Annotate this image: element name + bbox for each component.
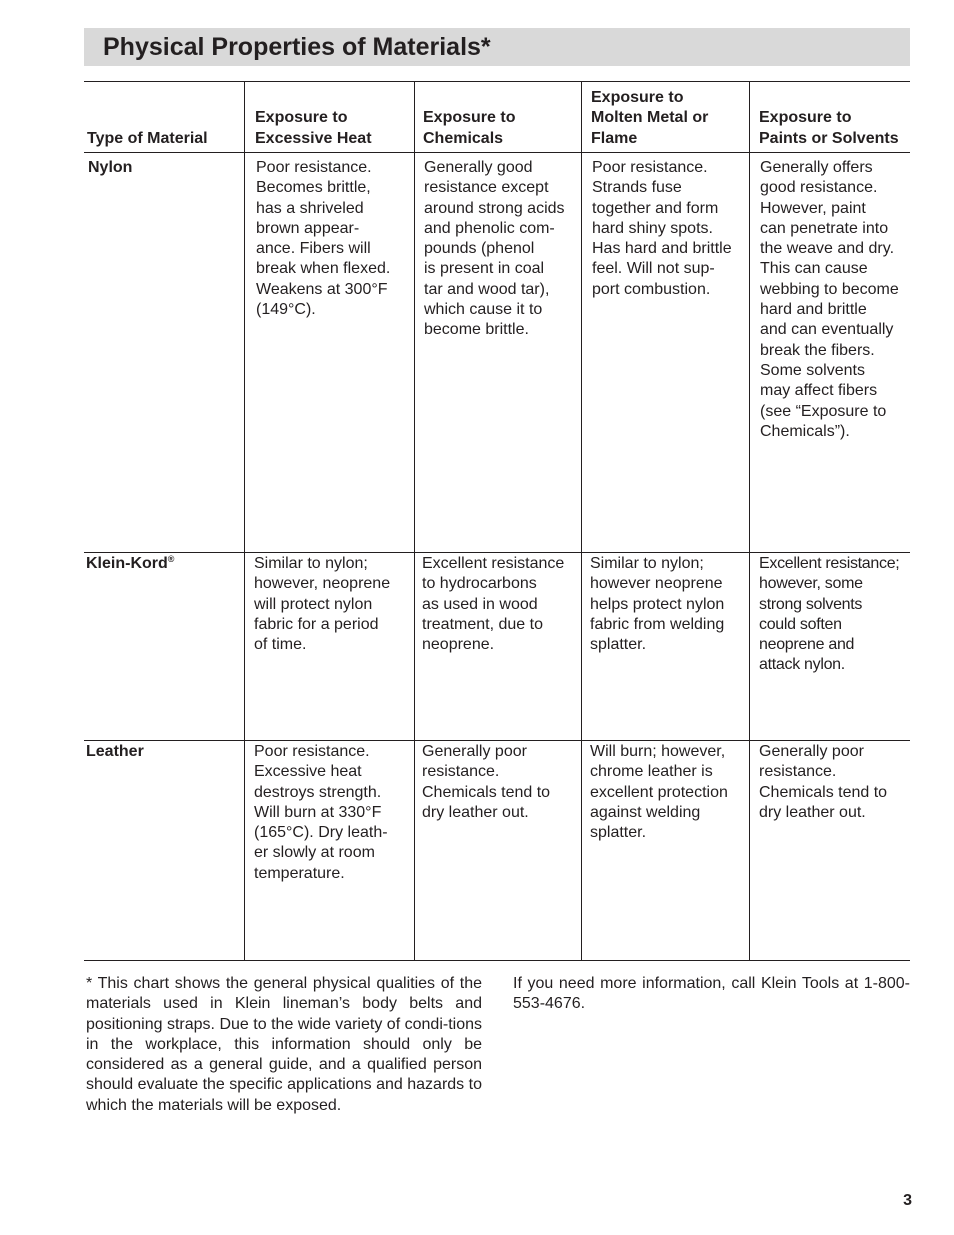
contact-info: If you need more information, call Klein Tools at 1-800-553-4676.: [513, 975, 910, 1013]
table-cell: Excellent resistance; however, some strong solvents could soften neoprene and attack nylon.: [759, 555, 900, 674]
column-divider: [749, 81, 750, 961]
row-divider-kleinkord: [84, 740, 910, 741]
page-number: 3: [903, 1192, 912, 1209]
table-cell: Poor resistance. Strands fuse together and form hard shiny spots. Has hard and brittle feel. Will not sup- port combustion.: [592, 159, 732, 298]
header-cell-type: [87, 86, 242, 149]
row-divider-nylon: [84, 552, 910, 553]
row-label-klein-kord: Klein-Kord®: [86, 554, 175, 572]
header-bottom-rule: [84, 152, 910, 153]
column-divider: [414, 81, 415, 961]
table-cell: Excellent resistance to hydrocarbons as used in wood treatment, due to neoprene.: [422, 555, 565, 654]
header-excessive-heat: Exposure to Excessive Heat: [255, 109, 372, 147]
table-cell: Similar to nylon; however, neoprene will protect nylon fabric for a period of time.: [254, 555, 391, 654]
header-cell-heat: [255, 86, 413, 149]
table-cell: Generally good resistance except around strong acids and phenolic com- pounds (phenol is present in coal tar and wood tar), which cause it to become brittle.: [424, 159, 565, 339]
page-title: Physical Properties of Materials*: [103, 33, 491, 61]
table-bottom-rule: [84, 960, 910, 961]
row-label-nylon: Nylon: [88, 159, 133, 176]
footnote: * This chart shows the general physical qualities of the materials used in Klein lineman’s body belts and positioning straps. Due to the wide variety of condi-tions in the workplace, this information should only be considered as a general guide, and a qualified person should evaluate the specific applications and hazards to which the materials will be exposed.: [86, 975, 482, 1114]
table-cell: Poor resistance. Becomes brittle, has a shriveled brown appear- ance. Fibers will break when flexed. Weakens at 300°F (149°C).: [256, 159, 391, 319]
header-type-of-material: Type of Material: [87, 129, 208, 147]
table-cell: Poor resistance. Excessive heat destroys strength. Will burn at 330°F (165°C). Dry leath- er slowly at room temperature.: [254, 743, 388, 882]
column-divider: [244, 81, 245, 961]
table-cell: Generally poor resistance. Chemicals tend to dry leather out.: [759, 743, 888, 821]
row-label-leather: Leather: [86, 743, 144, 760]
table-top-rule: [84, 81, 910, 82]
table-cell: Generally offers good resistance. However, paint can penetrate into the weave and dry. This can cause webbing to become hard and brittle and can eventually break the fibers. Some solvents may affect fibers (see “Exposure to Chemicals”).: [760, 159, 899, 440]
table-cell: Will burn; however, chrome leather is excellent protection against welding splatter.: [590, 743, 728, 842]
table-cell: Generally poor resistance. Chemicals tend to dry leather out.: [422, 743, 551, 821]
header-cell-molten-metal: [591, 86, 748, 149]
column-divider: [581, 81, 582, 961]
table-cell: Similar to nylon; however neoprene helps protect nylon fabric from welding splatter.: [590, 555, 725, 654]
header-paints-or-solvents: Exposure to Paints or Solvents: [759, 109, 899, 147]
header-cell-paints: [759, 86, 911, 149]
title-bar: [84, 28, 910, 66]
header-chemicals: Exposure to Chemicals: [423, 109, 516, 147]
header-molten-metal-or-flame: Exposure to Molten Metal or Flame: [591, 89, 709, 147]
header-cell-chemicals: [423, 86, 580, 149]
registered-mark: ®: [167, 554, 175, 564]
